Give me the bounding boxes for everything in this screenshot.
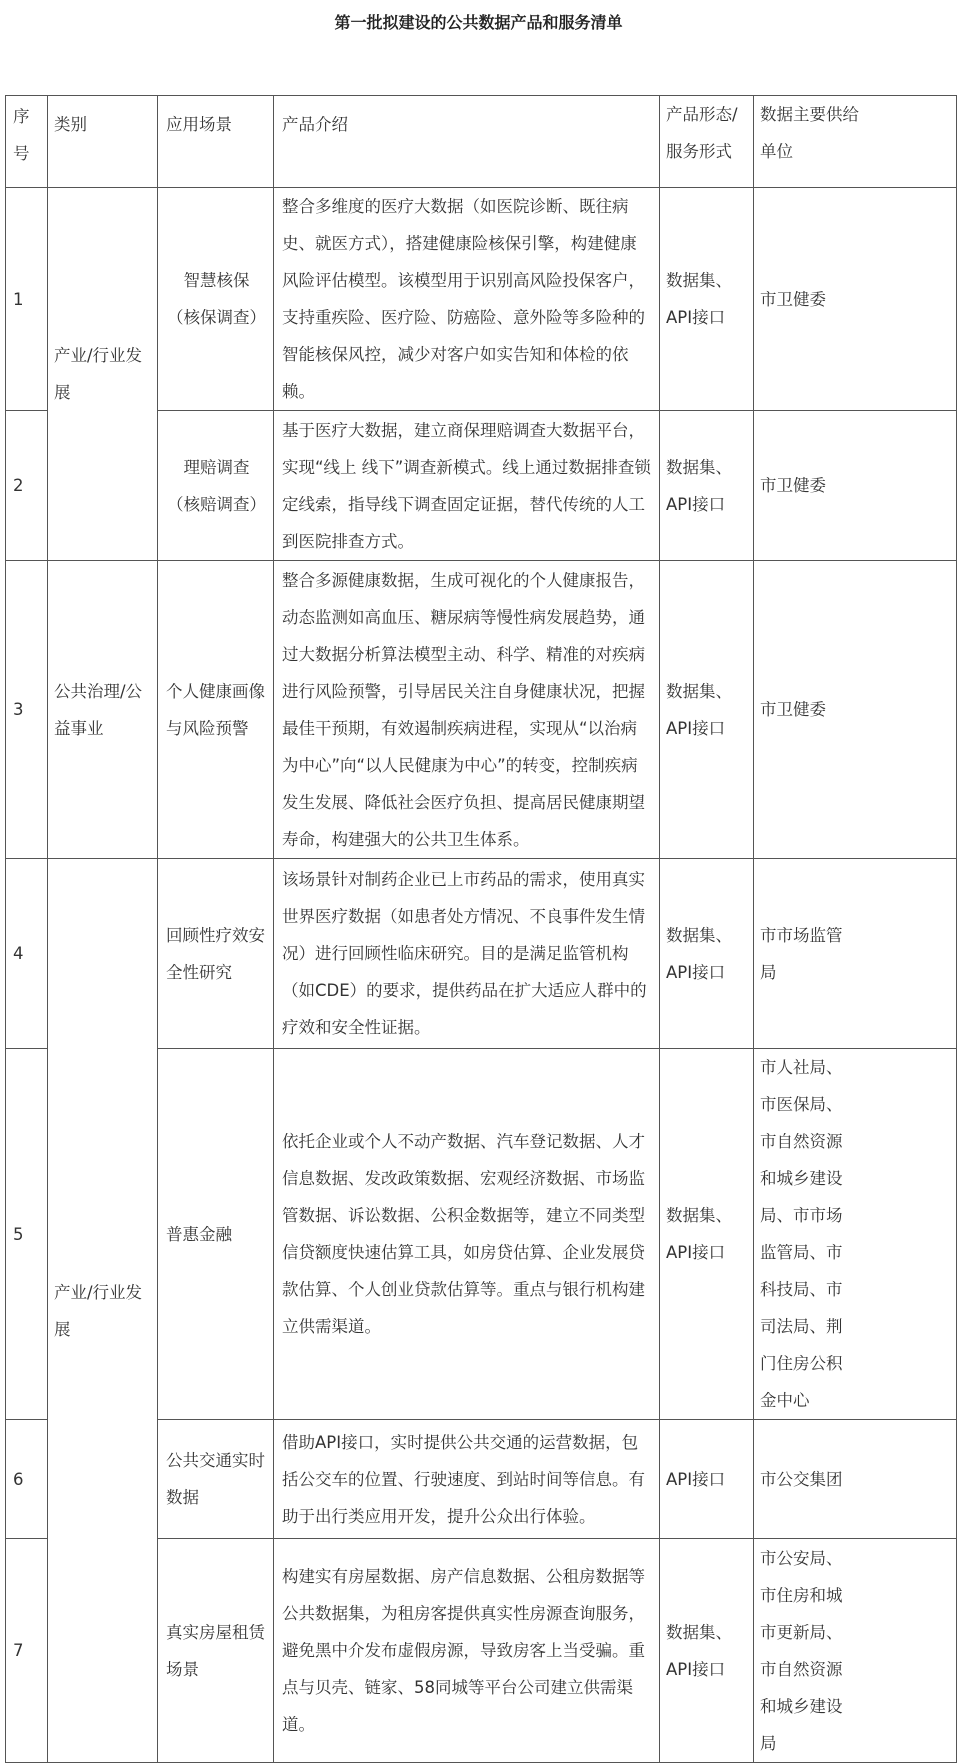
form-cell: 数据集、API接口 <box>660 859 754 1049</box>
row-seq: 1 <box>6 188 48 411</box>
supplier-cell: 市公交集团 <box>754 1420 957 1539</box>
scene-cell <box>158 411 274 561</box>
form-cell: 数据集、API接口 <box>660 561 754 859</box>
scene-cell: 公共交通实时数据 <box>158 1420 274 1539</box>
header-form: 产品形态/服务形式 <box>660 96 754 188</box>
intro-cell: 整合多维度的医疗大数据（如医院诊断、既往病史、就医方式），搭建健康险核保引擎，构建健康风险评估模型。该模型用于识别高风险投保客户，支持重疾险、医疗险、防癌险、意外险等多险种的智能核保风控，减少对客户如实告知和体检的依赖。 <box>274 188 660 411</box>
scene-subname: （核保调查） <box>167 308 266 327</box>
form-cell: 数据集、API接口 <box>660 1539 754 1763</box>
scene-cell <box>158 188 274 411</box>
scene-subname: （核赔调查） <box>167 494 266 514</box>
form-cell: 数据集、API接口 <box>660 411 754 561</box>
category-cell: 产业/行业发展 <box>48 859 158 1763</box>
intro-cell: 该场景针对制药企业已上市药品的需求，使用真实世界医疗数据（如患者处方情况、不良事件发生情况）进行回顾性临床研究。目的是满足监管机构（如CDE）的要求，提供药品在扩大适应人群中的疗效和安全性证据。 <box>274 859 660 1049</box>
intro-cell: 构建实有房屋数据、房产信息数据、公租房数据等公共数据集，为租房客提供真实性房源查询服务，避免黑中介发布虚假房源，导致房客上当受骗。重点与贝壳、链家、58同城等平台公司建立供需渠道。 <box>274 1539 660 1763</box>
table-row <box>6 188 957 411</box>
row-seq: 3 <box>6 561 48 859</box>
page-title: 第一批拟建设的公共数据产品和服务清单 <box>334 13 623 32</box>
row-seq: 7 <box>6 1539 48 1763</box>
intro-cell: 借助API接口，实时提供公共交通的运营数据，包括公交车的位置、行驶速度、到站时间等信息。有助于出行类应用开发，提升公众出行体验。 <box>274 1420 660 1539</box>
row-seq: 2 <box>6 411 48 561</box>
supplier-cell: 市卫健委 <box>754 561 957 859</box>
supplier-cell: 市市场监管局 <box>754 859 957 1049</box>
form-cell: API接口 <box>660 1420 754 1539</box>
header-intro: 产品介绍 <box>274 96 660 188</box>
row-seq: 5 <box>6 1049 48 1420</box>
form-cell: 数据集、API接口 <box>660 188 754 411</box>
header-supplier: 数据主要供给单位 <box>754 96 957 188</box>
product-service-table <box>5 95 957 1763</box>
header-scene: 应用场景 <box>158 96 274 188</box>
table-row <box>6 859 957 1049</box>
category-cell: 公共治理/公益事业 <box>48 561 158 859</box>
supplier-cell: 市人社局、市医保局、市自然资源和城乡建设局、市市场监管局、市科技局、市司法局、荆门住房公积金中心 <box>754 1049 957 1420</box>
scene-cell: 真实房屋租赁场景 <box>158 1539 274 1763</box>
scene-cell: 回顾性疗效安全性研究 <box>158 859 274 1049</box>
supplier-cell: 市卫健委 <box>754 411 957 561</box>
scene-name: 理赔调查 <box>183 457 250 477</box>
table-header-row <box>6 96 957 188</box>
intro-cell: 整合多源健康数据，生成可视化的个人健康报告，动态监测如高血压、糖尿病等慢性病发展趋势，通过大数据分析算法模型主动、科学、精准的对疾病进行风险预警，引导居民关注自身健康状况，把握最佳干预期，有效遏制疾病进程，实现从“以治病为中心”向“以人民健康为中心”的转变，控制疾病发生发展、降低社会医疗负担、提高居民健康期望寿命，构建强大的公共卫生体系。 <box>274 561 660 859</box>
table-row <box>6 561 957 859</box>
row-seq: 6 <box>6 1420 48 1539</box>
intro-cell: 依托企业或个人不动产数据、汽车登记数据、人才信息数据、发改政策数据、宏观经济数据、市场监管数据、诉讼数据、公积金数据等，建立不同类型信贷额度快速估算工具，如房贷估算、企业发展贷款估算、个人创业贷款估算等。重点与银行机构建立供需渠道。 <box>274 1049 660 1420</box>
supplier-cell: 市公安局、市住房和城市更新局、市自然资源和城乡建设局 <box>754 1539 957 1763</box>
scene-cell: 普惠金融 <box>158 1049 274 1420</box>
intro-cell: 基于医疗大数据，建立商保理赔调查大数据平台，实现“线上 线下”调查新模式。线上通过数据排查锁定线索，指导线下调查固定证据，替代传统的人工到医院排查方式。 <box>274 411 660 561</box>
header-category: 类别 <box>48 96 158 188</box>
row-seq: 4 <box>6 859 48 1049</box>
form-cell: 数据集、API接口 <box>660 1049 754 1420</box>
scene-cell: 个人健康画像与风险预警 <box>158 561 274 859</box>
scene-name: 智慧核保 <box>183 271 250 290</box>
header-seq: 序号 <box>6 96 48 188</box>
supplier-cell: 市卫健委 <box>754 188 957 411</box>
category-cell: 产业/行业发展 <box>48 188 158 561</box>
